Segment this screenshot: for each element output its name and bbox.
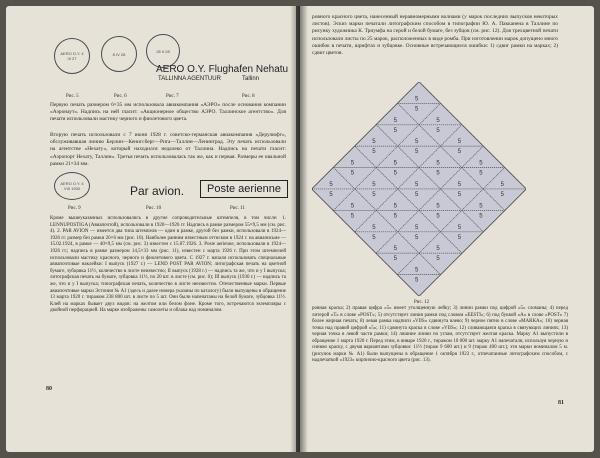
figure-caption: Рис. 9 bbox=[68, 206, 81, 211]
figure-caption: Рис. 12 bbox=[414, 300, 430, 305]
stamp-value: 5 bbox=[350, 160, 355, 167]
stamp-value: 5 bbox=[436, 246, 440, 253]
text-run: Отечественные марки. Первые авиапочтовые марки Эстонии № А1 (здесь и далее номера указаны по каталогу) были выпущены в обращение 13 марта 1920 г. тиражом 238 800 шт. в листе по 5 шт. Они были напечатаны на белой бумаге, зубцовка 11½. Клей на марках бывает двух видов: на желтом или белом фоне. Кроме того, встречаются экземпляры с двойной перфорацией. На марке изображены самолеты и облака над номиналом. bbox=[50, 281, 287, 314]
left-page bbox=[6, 6, 296, 452]
figure-caption: Рис. 8 bbox=[242, 94, 255, 99]
right-page bbox=[300, 6, 594, 452]
postmark-stamp: 8 IV 28 bbox=[101, 36, 137, 72]
triangle-stamp bbox=[398, 82, 441, 103]
stamp-value: 5 bbox=[457, 182, 462, 188]
stamp-value: 5 bbox=[457, 234, 462, 241]
stamp-value: 5 bbox=[436, 256, 440, 263]
body-paragraph: ровная краска; 2) правая цифра «5» имеет утолщенную лейку; 3) линии рамки под цифрой «5» сломаны; 4) перед литерой «Т» в слове «POST»; 5) отсутствует линия рамки под словом «EESTI»; 6) под буквой «А» в слове «POST» 7) более жирная печать; 8) левая рамка надписи «VIIS» сдвинута влево; 9) черное пятно в слове «MARKA»; 10) черная точка над правой цифрой «5»; 11) сдвинута краска в слове «VIIS»; 12) сливающаяся краска в связующих линиях; 13) черная точка в левой части рамки; 14) лишние линии по углам, отсутствует желтая краска. Марку А1 выпустили в обращение 1 марта 1920 г. Перед этим, в январе 1920 г., тиражом 10 000 шт. марку А1 напечатали, используя черную и синюю краску, с двумя вариантами зубцовки: 11½ (тираж 9 600 шт.) и 9 (тираж 400 шт.); эти марки номиналом 5 м. (рисунок марки № А1) были выпущены в обращение 1 октября 1923 г., отпечатанные литографским способом, с надпечаткой «1923» кирпично-красного цвета (рис. 13). bbox=[312, 306, 568, 363]
stamp-value: 5 bbox=[415, 267, 419, 274]
text-run: Кроме вышеуказанных использовались в другие сопроводительные штемпеля, в том числе: bbox=[50, 216, 278, 221]
book-gutter bbox=[290, 6, 308, 452]
page-number: 80 bbox=[46, 386, 52, 392]
stamp-value: 5 bbox=[415, 149, 419, 156]
stamp-value: 5 bbox=[436, 203, 440, 210]
stamp-sheet-figure bbox=[312, 82, 526, 296]
text-run: 2. PAR AVION — имеется два типа штемпеля — один в рамке, другой без рамки, использовали в 1924—1926 гг. размер без рамки 26×6 мм (рис. 10). Наиболее ранним известным оттиском в 1924 г. на авиаписьме — 15.02.1924, в рамке — 40×9,5 мм (см. рис. 3) известен с 15.07.1926. bbox=[50, 229, 287, 248]
stamp-value: 5 bbox=[436, 117, 440, 124]
body-paragraph: Первую печать размером 6×35 мм использовала авиакомпания «АЭРО» после основания компании «Аэронаут». Надпись на ней гласит: «Акционерное общество АЭРО. Таллинское агентство». Для печати использовали мастику черного и фиолетового цвета. bbox=[50, 102, 286, 123]
text-run: При этом штемпелей использовали мастику красного, черного и фиолетового цвета. bbox=[50, 248, 287, 261]
stamp-value: 5 bbox=[500, 182, 504, 188]
stamp-value: 5 bbox=[457, 139, 462, 146]
stamp-value: 5 bbox=[393, 246, 397, 253]
figure-caption: Рис. 5 bbox=[66, 94, 79, 99]
text-run: I выпуск (1927 г.) — LEND POST PAR AVION; литографская печать на цветной бумаге, зубцовка 11½, количество в листе неизвестно; bbox=[50, 262, 286, 274]
stamp-value: 5 bbox=[372, 182, 376, 188]
stamp-value: 5 bbox=[415, 139, 419, 146]
stamp-value: 5 bbox=[329, 182, 333, 188]
stamp-value: 5 bbox=[457, 192, 462, 198]
triangle-stamp bbox=[398, 275, 441, 296]
text-run: III выпуск (1930 г.) — надпись та же, что и у I выпуска; типографская печать, количество в листе неизвестно. bbox=[50, 275, 287, 287]
stamp-value: 5 bbox=[415, 106, 419, 113]
stamp-value: 5 bbox=[415, 277, 419, 284]
page-number: 81 bbox=[558, 400, 564, 406]
stamp-value: 5 bbox=[457, 149, 462, 156]
stamp-value: 5 bbox=[479, 203, 483, 210]
body-paragraph: Вторую печать использовали с 7 июня 1928 г. советско-германская авиакомпания «Дерулюфт», обслуживавшая линию Берлин—Кенигсберг—Рига—Таллин—Ленинград. Эту печать использовали на агентстве «Нехату», который находился недалеко от Таллина. Надпись на печати гласит: «Аэропорт Нехату, Таллин». Третья печать использовалась так же, как и первая. Размеры ее овальной рамки 21×34 мм. bbox=[50, 132, 286, 167]
stamp-value: 5 bbox=[415, 224, 419, 231]
stamp-value: 5 bbox=[479, 213, 483, 220]
postmark-stamp: 26 II 28 bbox=[146, 34, 180, 68]
stamp-value: 5 bbox=[372, 234, 376, 241]
stamp-value: 5 bbox=[415, 192, 419, 198]
aero-stamp-city: Tallinn bbox=[242, 76, 260, 82]
stamp-value: 5 bbox=[350, 170, 355, 177]
stamp-value: 5 bbox=[415, 234, 419, 241]
stamp-value: 5 bbox=[457, 224, 462, 231]
figure-caption: Рис. 11 bbox=[230, 206, 245, 211]
stamp-grid bbox=[312, 82, 526, 296]
aero-stamp-subtitle: TALLINNA AGENTUUR bbox=[158, 76, 221, 82]
stamp-value: 5 bbox=[393, 213, 397, 220]
body-paragraph bbox=[50, 216, 286, 315]
par-avion-stamp: Par avion. bbox=[130, 184, 185, 198]
aero-stamp-title: AERO O.Y. Flughafen Nehatu bbox=[156, 64, 289, 75]
stamp-value: 5 bbox=[393, 160, 397, 167]
stamp-value: 5 bbox=[393, 117, 397, 124]
postmark-stamp: AERO O.Y. 4 III 27 bbox=[54, 38, 90, 74]
stamp-value: 5 bbox=[393, 256, 397, 263]
stamp-value: 5 bbox=[393, 203, 397, 210]
text-run: II выпуск (1928 г.) — надпись та же, что и у I выпуска; литографская печать на бумаге, зубцовка 11½, по 20 шт. в листе (см. рис. 6); bbox=[50, 268, 287, 281]
body-paragraph: ровного красного цвета, нанесенный неравномерными волнами (у марок последних выпусков некоторых листов). Эскиз марки печатали литографским способом в типографии Ю. А. Пакканена в Таллине по рисунку художника К. Триумфа на серой и белой бумаге, без зубцов (см. рис. 12). Для трехцветной печати использовали листы по 25 марок, расположенных в виде ромба. При изготовлении марок допущено много ошибок в печати, шрифтах и зубцовке. Основные встречающиеся ошибки: 1) сдвиг рамки на марках; 2) сдвиг цветов. bbox=[312, 14, 558, 57]
stamp-value: 5 bbox=[372, 149, 376, 156]
stamp-value: 5 bbox=[350, 213, 355, 220]
stamp-value: 5 bbox=[500, 192, 504, 198]
stamp-value: 5 bbox=[415, 182, 419, 188]
stamp-value: 5 bbox=[479, 160, 483, 167]
figure-caption: Рис. 6 bbox=[114, 94, 127, 99]
figure-caption: Рис. 10 bbox=[146, 206, 162, 211]
poste-aerienne-stamp: Poste aerienne bbox=[200, 180, 288, 198]
stamp-value: 5 bbox=[372, 192, 376, 198]
stamp-value: 5 bbox=[350, 203, 355, 210]
figure-caption: Рис. 7 bbox=[166, 94, 179, 99]
text-run: С 1927 г. начали использовать специальные авиапочтовые наклейки: bbox=[50, 255, 286, 268]
stamp-value: 5 bbox=[329, 192, 333, 198]
text-run: 1. LENNUPOSTIGA (Авиапочтой), использовали в 1920—1926 гг. Надпись в рамке размером 55×9,5 мм (см. рис. 4). bbox=[50, 216, 286, 235]
text-run: 3. Poste aerienne, использовали в 1924—1926 гг.; надпись в рамке размером 14,5×33 мм (рис. 11), известен с марта 1926 г. bbox=[50, 242, 286, 254]
stamp-value: 5 bbox=[393, 170, 397, 177]
stamp-value: 5 bbox=[415, 96, 419, 103]
stamp-value: 5 bbox=[436, 213, 440, 220]
stamp-value: 5 bbox=[436, 127, 440, 134]
stamp-value: 5 bbox=[436, 170, 440, 177]
stamp-value: 5 bbox=[479, 170, 483, 177]
stamp-value: 5 bbox=[372, 224, 376, 231]
stamp-value: 5 bbox=[393, 127, 397, 134]
stamp-value: 5 bbox=[372, 139, 376, 146]
stamp-value: 5 bbox=[436, 160, 440, 167]
oval-postmark-stamp: AERO O.Y. 4 VIII 1930 bbox=[54, 172, 90, 200]
